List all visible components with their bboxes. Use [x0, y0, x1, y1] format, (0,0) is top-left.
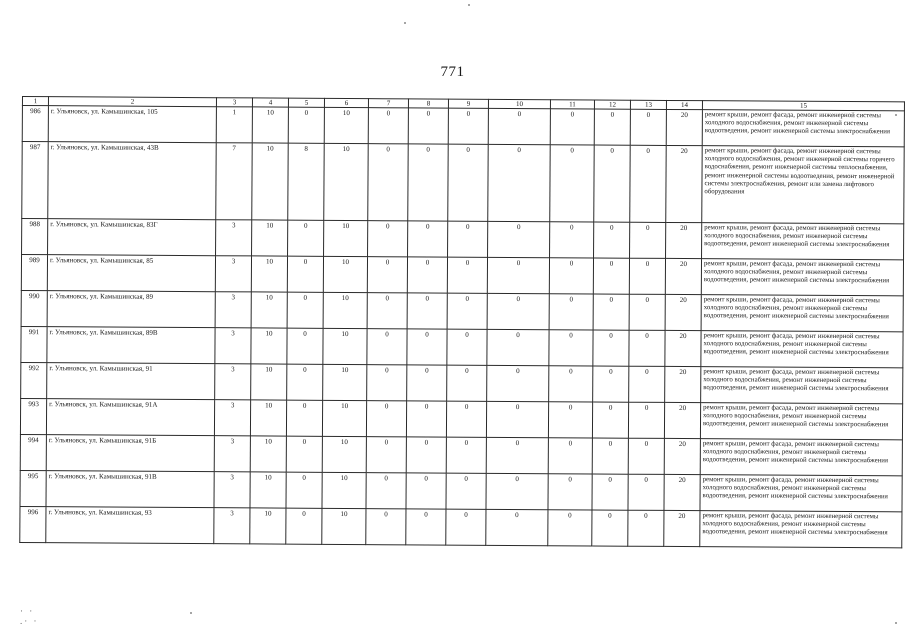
value-cell: 0: [486, 437, 548, 473]
value-cell: 0: [550, 145, 594, 222]
address-cell: г. Ульяновск, ул. Камышинская, 89В: [47, 327, 215, 364]
row-number-cell: 992: [21, 362, 47, 398]
value-cell: 0: [446, 473, 486, 509]
value-cell: 10: [251, 364, 287, 400]
value-cell: 0: [629, 330, 665, 366]
value-cell: 10: [322, 400, 366, 436]
column-header: 6: [324, 98, 368, 107]
column-header: 13: [630, 100, 666, 109]
value-cell: 0: [486, 401, 548, 437]
address-cell: г. Ульяновск, ул. Камышинская, 91: [47, 363, 215, 400]
row-number-cell: 996: [20, 506, 46, 542]
value-cell: 20: [665, 294, 701, 330]
value-cell: 0: [287, 328, 323, 364]
value-cell: 0: [486, 473, 548, 509]
value-cell: 3: [214, 436, 250, 472]
row-number-cell: 988: [22, 219, 48, 255]
value-cell: 20: [666, 109, 702, 145]
value-cell: 0: [287, 292, 323, 328]
value-cell: 3: [214, 400, 250, 436]
value-cell: 0: [368, 221, 408, 257]
value-cell: 0: [286, 508, 322, 544]
value-cell: 0: [487, 329, 549, 365]
scan-speck: [468, 4, 470, 6]
value-cell: 10: [322, 472, 366, 508]
value-cell: 0: [286, 436, 322, 472]
value-cell: 20: [664, 402, 700, 438]
column-header: 4: [252, 98, 288, 107]
table-row: [20, 470, 902, 511]
value-cell: 10: [252, 220, 288, 256]
value-cell: 0: [407, 293, 447, 329]
address-cell: г. Ульяновск, ул. Камышинская, 105: [48, 106, 216, 143]
value-cell: 0: [286, 472, 322, 508]
row-number-cell: 990: [21, 290, 47, 326]
scan-speck: [895, 622, 897, 624]
value-cell: 3: [216, 220, 252, 256]
value-cell: 0: [629, 294, 665, 330]
table-row: [22, 106, 904, 147]
value-cell: 0: [287, 364, 323, 400]
value-cell: 0: [630, 145, 666, 222]
column-header: 5: [288, 98, 324, 107]
value-cell: 0: [448, 108, 488, 144]
value-cell: 0: [549, 366, 593, 402]
value-cell: 0: [487, 293, 549, 329]
value-cell: 0: [592, 438, 628, 474]
address-cell: г. Ульяновск, ул. Камышинская, 93: [46, 507, 214, 544]
value-cell: 0: [628, 402, 664, 438]
address-cell: г. Ульяновск, ул. Камышинская, 83Г: [48, 219, 216, 256]
column-header: 9: [448, 99, 488, 108]
value-cell: 0: [406, 473, 446, 509]
value-cell: 0: [367, 329, 407, 365]
address-cell: г. Ульяновск, ул. Камышинская, 89: [47, 291, 215, 328]
value-cell: 20: [664, 438, 700, 474]
value-cell: 0: [628, 474, 664, 510]
value-cell: 0: [548, 402, 592, 438]
address-cell: г. Ульяновск, ул. Камышинская, 43В: [48, 142, 216, 220]
value-cell: 0: [286, 400, 322, 436]
value-cell: 20: [665, 366, 701, 402]
table-row: [21, 326, 903, 367]
value-cell: 0: [447, 293, 487, 329]
value-cell: 0: [367, 257, 407, 293]
page-number: 771: [440, 64, 465, 80]
value-cell: 0: [368, 108, 408, 144]
value-cell: 0: [447, 257, 487, 293]
value-cell: 0: [366, 473, 406, 509]
value-cell: 0: [287, 256, 323, 292]
value-cell: 0: [486, 509, 548, 545]
table-row: [21, 290, 903, 331]
works-cell: ремонт крыши, ремонт фасада, ремонт инженерной системы холодного водоснабжения, ремонт инженерной системы водоотведения, ремонт инженерной системы электроснабжения: [700, 403, 902, 440]
value-cell: 0: [366, 509, 406, 545]
value-cell: 0: [550, 109, 594, 145]
value-cell: 0: [628, 438, 664, 474]
value-cell: 0: [593, 258, 629, 294]
value-cell: 10: [252, 107, 288, 143]
value-cell: 10: [323, 292, 367, 328]
works-cell: ремонт крыши, ремонт фасада, ремонт инженерной системы холодного водоснабжения, ремонт инженерной системы водоотведения, ремонт инженерной системы электроснабжения: [700, 475, 902, 512]
value-cell: 10: [250, 436, 286, 472]
value-cell: 0: [407, 257, 447, 293]
value-cell: 0: [408, 108, 448, 144]
table-row: [20, 398, 902, 439]
value-cell: 0: [406, 437, 446, 473]
value-cell: 0: [446, 437, 486, 473]
value-cell: 0: [628, 510, 664, 546]
value-cell: 3: [214, 472, 250, 508]
value-cell: 0: [407, 329, 447, 365]
value-cell: 0: [593, 366, 629, 402]
column-header: 11: [550, 100, 594, 109]
column-header: 8: [408, 99, 448, 108]
value-cell: 3: [215, 364, 251, 400]
table-row: [22, 142, 904, 224]
value-cell: 0: [406, 509, 446, 545]
value-cell: 0: [592, 402, 628, 438]
column-header: 10: [488, 99, 550, 108]
table-row: [21, 362, 903, 403]
column-header: 15: [702, 101, 904, 111]
table-row: [20, 506, 902, 547]
value-cell: 0: [630, 222, 666, 258]
value-cell: 7: [216, 143, 252, 220]
value-cell: 10: [322, 508, 366, 544]
value-cell: 0: [288, 107, 324, 143]
value-cell: 0: [488, 108, 550, 144]
works-cell: ремонт крыши, ремонт фасада, ремонт инженерной системы холодного водоснабжения, ремонт инженерной системы водоотведения, ремонт инженерной системы электроснабжения: [700, 511, 902, 548]
value-cell: 1: [216, 107, 252, 143]
value-cell: 10: [324, 107, 368, 143]
value-cell: 3: [214, 508, 250, 544]
value-cell: 0: [629, 366, 665, 402]
value-cell: 3: [215, 256, 251, 292]
row-number-cell: 991: [21, 326, 47, 362]
value-cell: 0: [550, 222, 594, 258]
scan-speck: [895, 114, 897, 116]
row-number-cell: 993: [20, 398, 46, 434]
value-cell: 10: [322, 436, 366, 472]
value-cell: 0: [548, 438, 592, 474]
value-cell: 10: [251, 328, 287, 364]
value-cell: 0: [368, 144, 408, 221]
value-cell: 0: [367, 365, 407, 401]
value-cell: 10: [250, 400, 286, 436]
address-cell: г. Ульяновск, ул. Камышинская, 85: [47, 255, 215, 292]
value-cell: 20: [664, 474, 700, 510]
value-cell: 0: [487, 365, 549, 401]
value-cell: 0: [407, 365, 447, 401]
value-cell: 0: [488, 221, 550, 257]
row-number-cell: 986: [22, 106, 48, 142]
value-cell: 0: [447, 365, 487, 401]
value-cell: 0: [549, 258, 593, 294]
value-cell: 0: [593, 330, 629, 366]
value-cell: 10: [323, 256, 367, 292]
value-cell: 0: [487, 257, 549, 293]
scan-noise: · · .· ·: [20, 606, 39, 626]
value-cell: 20: [665, 258, 701, 294]
value-cell: 0: [549, 330, 593, 366]
table-row: [22, 219, 904, 260]
value-cell: 20: [664, 510, 700, 546]
table-row: [20, 434, 902, 475]
value-cell: 0: [448, 221, 488, 257]
value-cell: 10: [251, 292, 287, 328]
value-cell: 0: [548, 510, 592, 546]
value-cell: 10: [252, 143, 288, 220]
value-cell: 0: [408, 144, 448, 221]
address-cell: г. Ульяновск, ул. Камышинская, 91Б: [46, 435, 214, 472]
value-cell: 0: [549, 294, 593, 330]
value-cell: 0: [408, 221, 448, 257]
scan-speck: [404, 22, 406, 24]
value-cell: 10: [324, 143, 368, 220]
value-cell: 10: [250, 508, 286, 544]
value-cell: 10: [323, 328, 367, 364]
column-header: 1: [22, 97, 48, 106]
works-cell: ремонт крыши, ремонт фасада, ремонт инженерной системы холодного водоснабжения, ремонт инженерной системы водоотведения, ремонт инженерной системы электроснабжения: [702, 110, 904, 147]
row-number-cell: 995: [20, 470, 46, 506]
value-cell: 0: [406, 401, 446, 437]
value-cell: 10: [251, 256, 287, 292]
value-cell: 0: [592, 510, 628, 546]
value-cell: 0: [366, 437, 406, 473]
value-cell: 20: [666, 222, 702, 258]
value-cell: 0: [447, 329, 487, 365]
register-body: [20, 106, 905, 548]
value-cell: 0: [630, 109, 666, 145]
value-cell: 0: [446, 401, 486, 437]
works-cell: ремонт крыши, ремонт фасада, ремонт инженерной системы холодного водоснабжения, ремонт инженерной системы водоотведения, ремонт инженерной системы электроснабжения: [702, 223, 904, 260]
value-cell: 8: [288, 143, 324, 220]
scan-speck: [190, 612, 192, 614]
value-cell: 10: [323, 364, 367, 400]
value-cell: 0: [592, 474, 628, 510]
row-number-cell: 987: [22, 142, 48, 219]
works-cell: ремонт крыши, ремонт фасада, ремонт инженерной системы холодного водоснабжения, ремонт инженерной системы водоотведения, ремонт инженерной системы электроснабжения: [701, 295, 903, 332]
value-cell: 20: [666, 145, 702, 222]
row-number-cell: 989: [21, 255, 47, 291]
value-cell: 0: [593, 294, 629, 330]
value-cell: 0: [629, 258, 665, 294]
value-cell: 20: [665, 330, 701, 366]
value-cell: 0: [548, 474, 592, 510]
address-cell: г. Ульяновск, ул. Камышинская, 91В: [46, 471, 214, 508]
value-cell: 0: [288, 220, 324, 256]
value-cell: 0: [594, 109, 630, 145]
value-cell: 10: [250, 472, 286, 508]
value-cell: 3: [215, 328, 251, 364]
value-cell: 0: [446, 509, 486, 545]
table-row: [21, 255, 903, 296]
address-cell: г. Ульяновск, ул. Камышинская, 91А: [46, 399, 214, 436]
column-header: 3: [216, 98, 252, 107]
value-cell: 0: [367, 293, 407, 329]
value-cell: 3: [215, 292, 251, 328]
column-header: 7: [368, 99, 408, 108]
row-number-cell: 994: [20, 434, 46, 470]
register-table: [19, 96, 905, 548]
column-header: 2: [48, 97, 216, 107]
works-cell: ремонт крыши, ремонт фасада, ремонт инженерной системы холодного водоснабжения, ремонт инженерной системы горячего водоснабжения, ремонт инженерной системы теплоснабжения, ремонт инженерной системы водоотведения, ремонт инженерной системы электроснабжения, ремонт или замена лифтового оборудования: [702, 146, 904, 224]
value-cell: 0: [448, 144, 488, 221]
works-cell: ремонт крыши, ремонт фасада, ремонт инженерной системы холодного водоснабжения, ремонт инженерной системы водоотведения, ремонт инженерной системы электроснабжения: [701, 367, 903, 404]
value-cell: 0: [366, 401, 406, 437]
value-cell: 0: [594, 222, 630, 258]
value-cell: 10: [324, 220, 368, 256]
works-cell: ремонт крыши, ремонт фасада, ремонт инженерной системы холодного водоснабжения, ремонт инженерной системы водоотведения, ремонт инженерной системы электроснабжения: [701, 259, 903, 296]
value-cell: 0: [488, 144, 550, 221]
column-header: 12: [594, 100, 630, 109]
works-cell: ремонт крыши, ремонт фасада, ремонт инженерной системы холодного водоснабжения, ремонт инженерной системы водоотведения, ремонт инженерной системы электроснабжения: [701, 331, 903, 368]
value-cell: 0: [594, 145, 630, 222]
column-header: 14: [666, 100, 702, 109]
works-cell: ремонт крыши, ремонт фасада, ремонт инженерной системы холодного водоснабжения, ремонт инженерной системы водоотведения, ремонт инженерной системы электроснабжения: [700, 439, 902, 476]
